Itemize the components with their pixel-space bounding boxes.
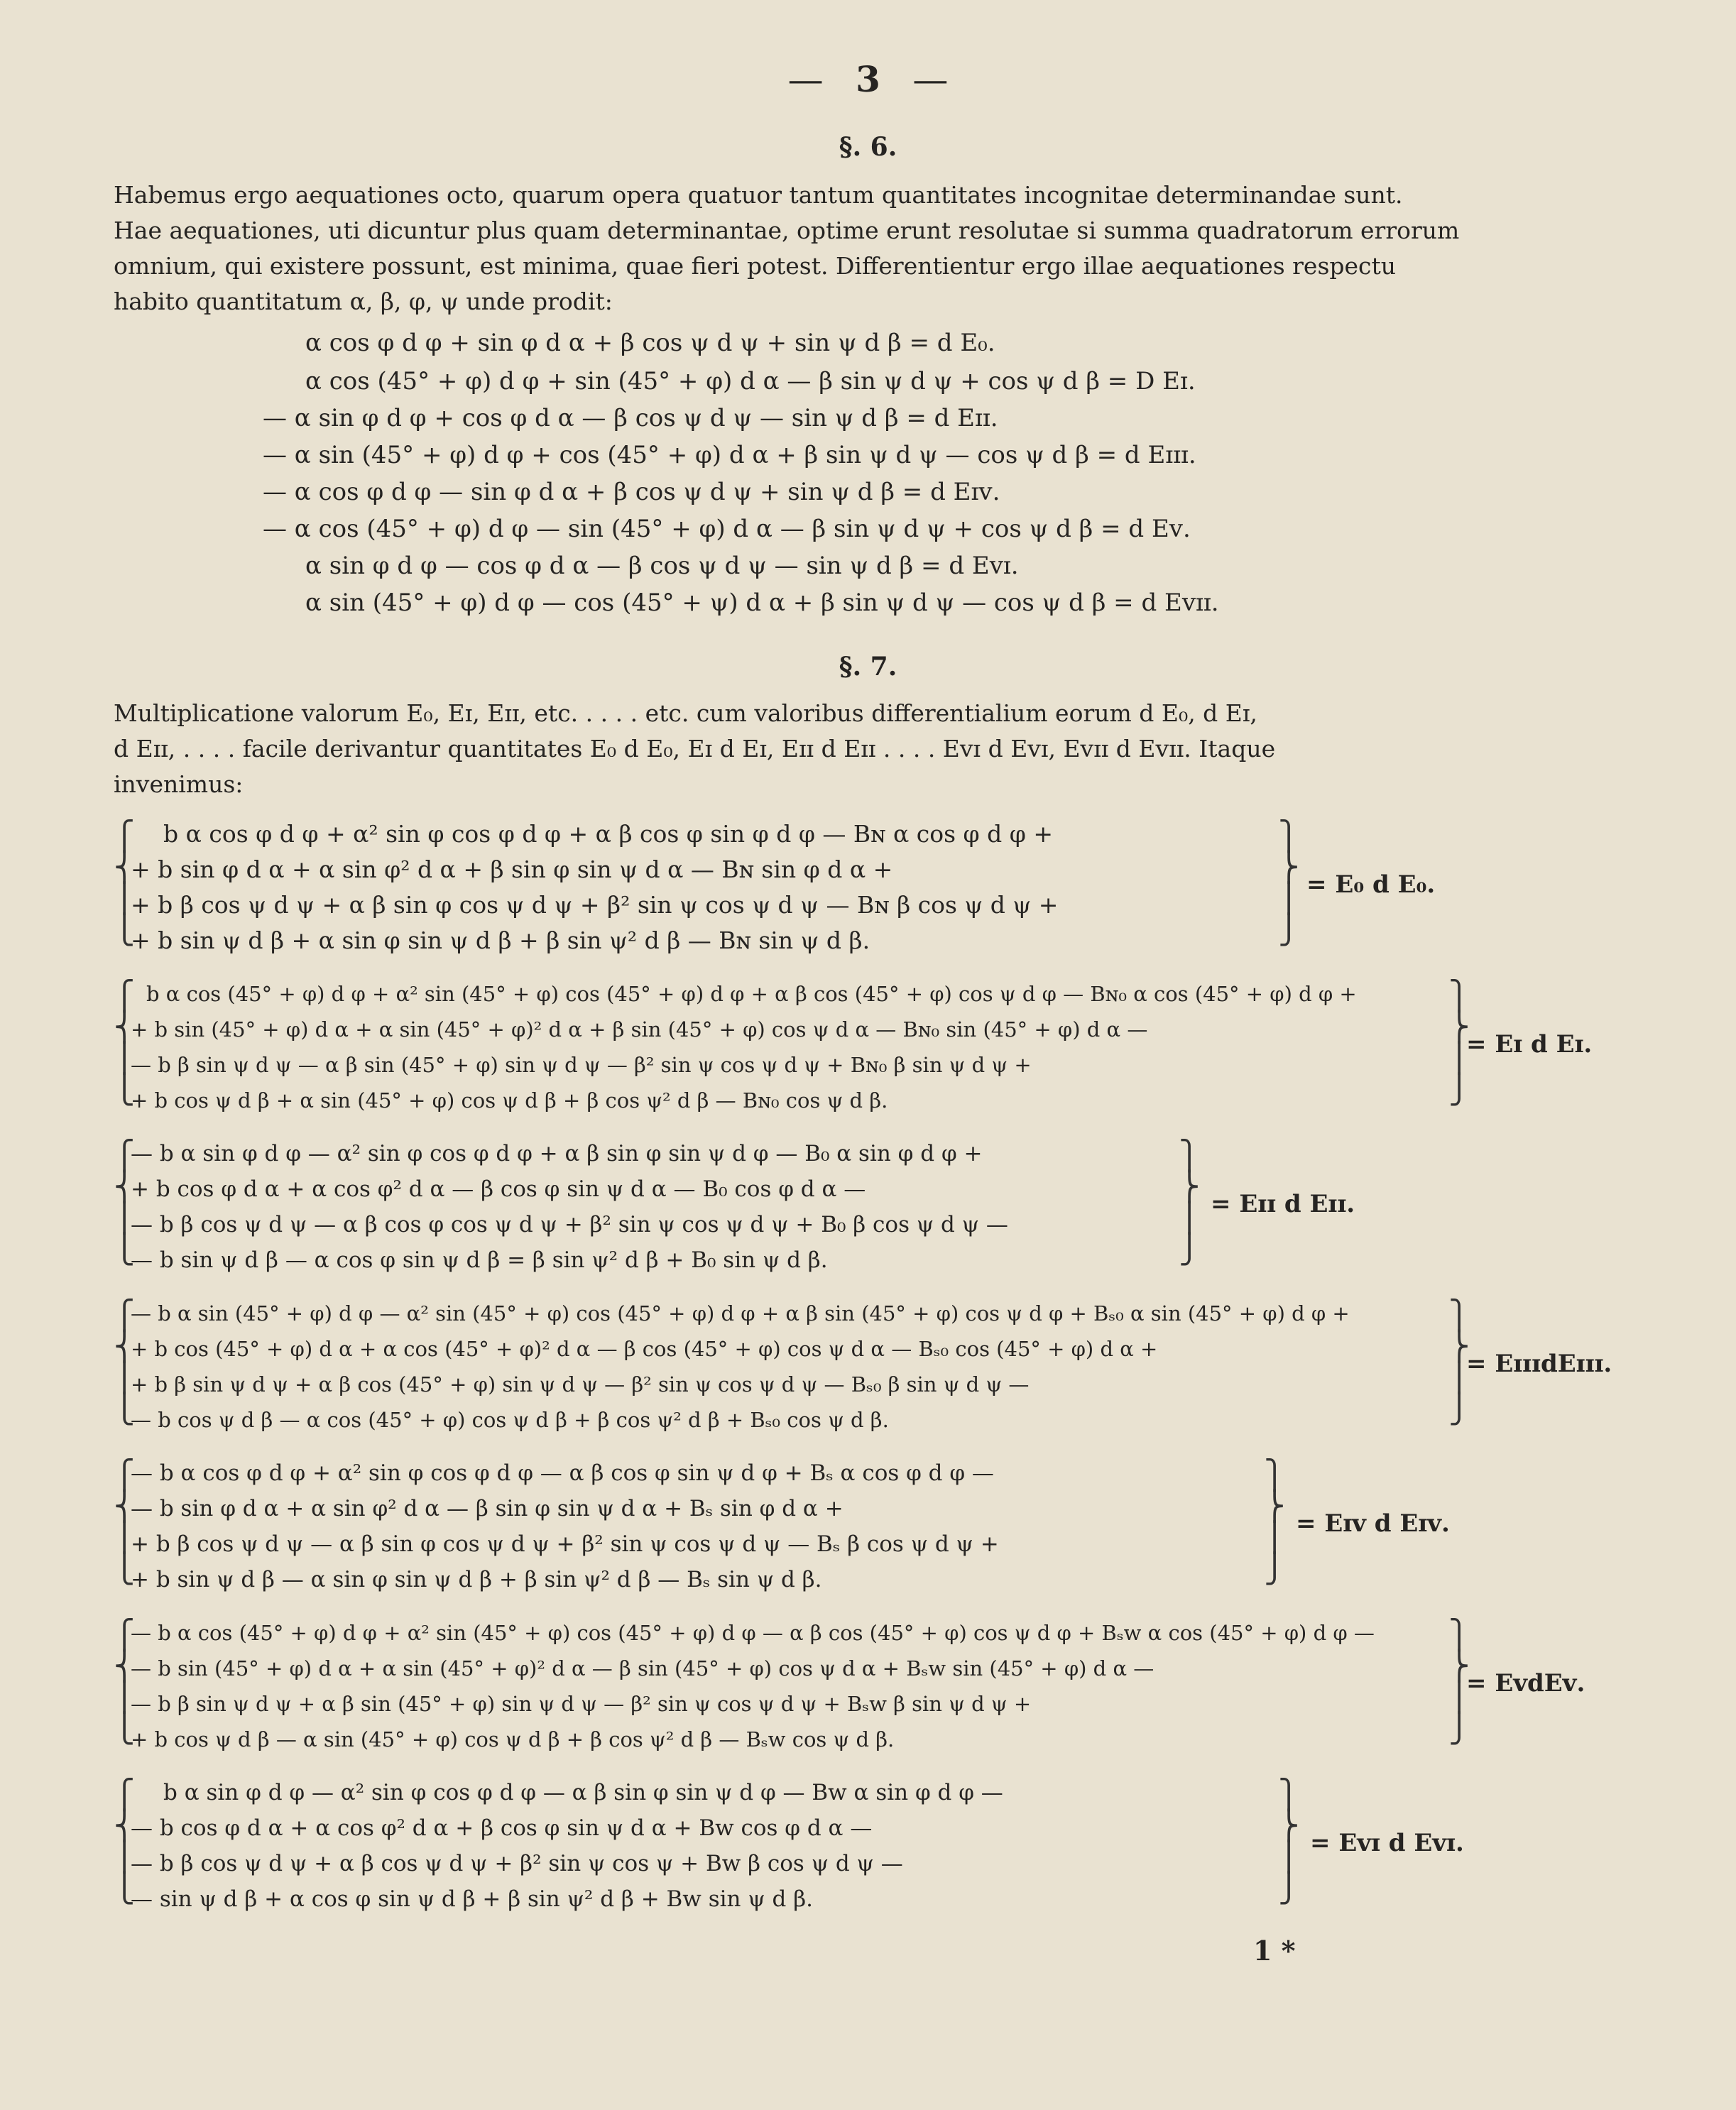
equation-6: α sin φ d φ — cos φ d α — β cos ψ d ψ — sin ψ d β = d Eᴠɪ. — [305, 552, 1019, 580]
product-block-1 — [114, 976, 1605, 1125]
header-dash-left: — — [787, 59, 824, 100]
equation-7: α sin (45° + φ) d φ — cos (45° + ψ) d α + β sin ψ d ψ — cos ψ d β = d Eᴠɪɪ. — [305, 589, 1219, 617]
block-line: — b sin ψ d β — α cos φ sin ψ d β = β sin ψ² d β + B₀ sin ψ d β. — [131, 1247, 828, 1273]
product-block-6 — [114, 1775, 1605, 1924]
section-6-paragraph — [114, 177, 1599, 319]
right-brace: ⎫ ⎬ ⎪ ⎭ — [1448, 1619, 1470, 1745]
equation-5: — α cos (45° + φ) d φ — sin (45° + φ) d α — β sin ψ d ψ + cos ψ d β = d Eᴠ. — [263, 515, 1191, 543]
block-line: — sin ψ d β + α cos φ sin ψ d β + β sin ψ² d β + Bᴡ sin ψ d β. — [131, 1886, 813, 1912]
left-brace: ⎧ ⎨ ⎪ ⎩ — [114, 1778, 135, 1905]
block-line: + b sin ψ d β + α sin φ sin ψ d β + β sin ψ² d β — Bɴ sin ψ d β. — [131, 926, 870, 954]
paragraph-line: invenimus: — [114, 770, 244, 798]
block-rhs: = Eɪɪ d Eɪɪ. — [1211, 1190, 1355, 1218]
block-line: — b α sin φ d φ — α² sin φ cos φ d φ + α β sin φ sin ψ d φ — B₀ α sin φ d φ + — [131, 1141, 983, 1166]
equation-4: — α cos φ d φ — sin φ d α + β cos ψ d ψ + sin ψ d β = d Eɪᴠ. — [263, 478, 1000, 506]
paragraph-line: habito quantitatum α, β, φ, ψ unde prodit: — [114, 288, 613, 315]
product-block-0 — [114, 816, 1605, 966]
right-brace: ⎫ ⎬ ⎪ ⎭ — [1278, 820, 1299, 946]
block-line: + b β cos ψ d ψ + α β sin φ cos ψ d ψ + β² sin ψ cos ψ d ψ — Bɴ β cos ψ d ψ + — [131, 891, 1059, 919]
page-header — [0, 58, 1736, 100]
block-line: — b cos ψ d β — α cos (45° + φ) cos ψ d β + β cos ψ² d β + Bₛ₀ cos ψ d β. — [131, 1408, 889, 1432]
right-brace: ⎫ ⎬ ⎪ ⎭ — [1448, 980, 1470, 1106]
block-line: — b sin φ d α + α sin φ² d α — β sin φ sin ψ d α + Bₛ sin φ d α + — [131, 1496, 844, 1521]
product-block-5 — [114, 1615, 1605, 1764]
block-rhs: = EᴠdEᴠ. — [1466, 1669, 1585, 1698]
section-7-heading: §. 7. — [839, 652, 897, 682]
section-6-heading: §. 6. — [839, 132, 897, 162]
block-rhs: = Eɪ d Eɪ. — [1466, 1030, 1593, 1059]
block-line: + b β sin ψ d ψ + α β cos (45° + φ) sin ψ d ψ — β² sin ψ cos ψ d ψ — Bₛ₀ β sin ψ d ψ — — [131, 1372, 1030, 1396]
block-line: — b β sin ψ d ψ — α β sin (45° + φ) sin ψ d ψ — β² sin ψ cos ψ d ψ + Bɴ₀ β sin ψ d ψ + — [131, 1053, 1032, 1077]
equation-2: — α sin φ d φ + cos φ d α — β cos ψ d ψ — sin ψ d β = d Eɪɪ. — [263, 404, 998, 432]
header-dash-right: — — [912, 59, 949, 100]
block-line: — b β cos ψ d ψ + α β cos ψ d ψ + β² sin ψ cos ψ + Bᴡ β cos ψ d ψ — — [131, 1851, 903, 1876]
right-brace: ⎫ ⎬ ⎪ ⎭ — [1264, 1459, 1285, 1585]
product-block-4 — [114, 1455, 1605, 1605]
paragraph-line: omnium, qui existere possunt, est minima, quae fieri potest. Differentientur ergo illae aequationes respectu — [114, 252, 1397, 280]
block-line: — b sin (45° + φ) d α + α sin (45° + φ)² d α — β sin (45° + φ) cos ψ d α + Bₛᴡ sin (45° + φ) d α — — [131, 1656, 1154, 1680]
right-brace: ⎫ ⎬ ⎪ ⎭ — [1179, 1139, 1200, 1266]
left-brace: ⎧ ⎨ ⎪ ⎩ — [114, 820, 135, 946]
block-line: + b cos φ d α + α cos φ² d α — β cos φ sin ψ d α — B₀ cos φ d α — — [131, 1176, 866, 1202]
paragraph-line: Hae aequationes, uti dicuntur plus quam determinantae, optime erunt resolutae si summa quadratorum errorum — [114, 217, 1460, 244]
block-line: b α cos φ d φ + α² sin φ cos φ d φ + α β cos φ sin φ d φ — Bɴ α cos φ d φ + — [163, 820, 1053, 848]
left-brace: ⎧ ⎨ ⎪ ⎩ — [114, 1459, 135, 1585]
product-block-2 — [114, 1136, 1605, 1285]
block-line: + b sin φ d α + α sin φ² d α + β sin φ sin ψ d α — Bɴ sin φ d α + — [131, 856, 893, 883]
block-line: + b sin ψ d β — α sin φ sin ψ d β + β sin ψ² d β — Bₛ sin ψ d β. — [131, 1567, 822, 1592]
section-7-paragraph — [114, 696, 1599, 802]
equation-0: α cos φ d φ + sin φ d α + β cos ψ d ψ + sin ψ d β = d E₀. — [305, 329, 995, 357]
block-line: — b α cos φ d φ + α² sin φ cos φ d φ — α β cos φ sin ψ d φ + Bₛ α cos φ d φ — — [131, 1460, 994, 1486]
signature-mark: 1 * — [1253, 1935, 1296, 1967]
block-rhs: = Eɪᴠ d Eɪᴠ. — [1296, 1509, 1450, 1538]
block-line: + b cos ψ d β + α sin (45° + φ) cos ψ d β + β cos ψ² d β — Bɴ₀ cos ψ d β. — [131, 1088, 888, 1113]
paragraph-line: d Eɪɪ, . . . . facile derivantur quantitates E₀ d E₀, Eɪ d Eɪ, Eɪɪ d Eɪɪ . . . . Eᴠɪ d Eᴠɪ, Eᴠɪɪ d Eᴠɪɪ. Itaque — [114, 735, 1276, 762]
right-brace: ⎫ ⎬ ⎪ ⎭ — [1278, 1778, 1299, 1905]
block-line: + b β cos ψ d ψ — α β sin φ cos ψ d ψ + β² sin ψ cos ψ d ψ — Bₛ β cos ψ d ψ + — [131, 1531, 999, 1557]
block-line: + b sin (45° + φ) d α + α sin (45° + φ)² d α + β sin (45° + φ) cos ψ d α — Bɴ₀ sin (45° + φ) d α — — [131, 1017, 1148, 1042]
block-line: — b α sin (45° + φ) d φ — α² sin (45° + φ) cos (45° + φ) d φ + α β sin (45° + φ) cos ψ d φ + Bₛ₀ α sin (45° + φ) d φ + — [131, 1301, 1350, 1325]
right-brace: ⎫ ⎬ ⎪ ⎭ — [1448, 1299, 1470, 1426]
block-line: + b cos (45° + φ) d α + α cos (45° + φ)² d α — β cos (45° + φ) cos ψ d α — Bₛ₀ cos (45° + φ) d α + — [131, 1337, 1158, 1361]
equation-1: α cos (45° + φ) d φ + sin (45° + φ) d α — β sin ψ d ψ + cos ψ d β = D Eɪ. — [305, 367, 1196, 395]
block-line: + b cos ψ d β — α sin (45° + φ) cos ψ d β + β cos ψ² d β — Bₛᴡ cos ψ d β. — [131, 1727, 895, 1751]
block-rhs: = Eᴠɪ d Eᴠɪ. — [1310, 1829, 1464, 1857]
block-line: — b cos φ d α + α cos φ² d α + β cos φ sin ψ d α + Bᴡ cos φ d α — — [131, 1815, 873, 1841]
product-block-3 — [114, 1296, 1612, 1445]
block-line: — b β cos ψ d ψ — α β cos φ cos ψ d ψ + β² sin ψ cos ψ d ψ + B₀ β cos ψ d ψ — — [131, 1212, 1008, 1237]
paragraph-line: Multiplicatione valorum E₀, Eɪ, Eɪɪ, etc. . . . . etc. cum valoribus differentialium eorum d E₀, d Eɪ, — [114, 699, 1257, 727]
page-number: 3 — [856, 58, 880, 100]
block-line: — b α cos (45° + φ) d φ + α² sin (45° + φ) cos (45° + φ) d φ — α β cos (45° + φ) cos ψ d φ + Bₛᴡ α cos (45° + φ) d φ — — [131, 1621, 1375, 1645]
left-brace: ⎧ ⎨ ⎪ ⎩ — [114, 1619, 135, 1745]
paragraph-line: Habemus ergo aequationes octo, quarum opera quatuor tantum quantitates incognitae determinandae sunt. — [114, 181, 1403, 209]
block-rhs: = EɪɪɪdEɪɪɪ. — [1466, 1350, 1612, 1378]
block-rhs: = E₀ d E₀. — [1306, 870, 1436, 899]
equation-3: — α sin (45° + φ) d φ + cos (45° + φ) d α + β sin ψ d ψ — cos ψ d β = d Eɪɪɪ. — [263, 441, 1196, 469]
block-line: b α cos (45° + φ) d φ + α² sin (45° + φ) cos (45° + φ) d φ + α β cos (45° + φ) cos ψ d φ — Bɴ₀ α cos (45° + φ) d φ + — [146, 982, 1357, 1006]
left-brace: ⎧ ⎨ ⎪ ⎩ — [114, 1299, 135, 1426]
left-brace: ⎧ ⎨ ⎪ ⎩ — [114, 1139, 135, 1266]
block-line: — b β sin ψ d ψ + α β sin (45° + φ) sin ψ d ψ — β² sin ψ cos ψ d ψ + Bₛᴡ β sin ψ d ψ + — [131, 1692, 1032, 1716]
left-brace: ⎧ ⎨ ⎪ ⎩ — [114, 980, 135, 1106]
block-line: b α sin φ d φ — α² sin φ cos φ d φ — α β sin φ sin ψ d φ — Bᴡ α sin φ d φ — — [163, 1780, 1003, 1805]
